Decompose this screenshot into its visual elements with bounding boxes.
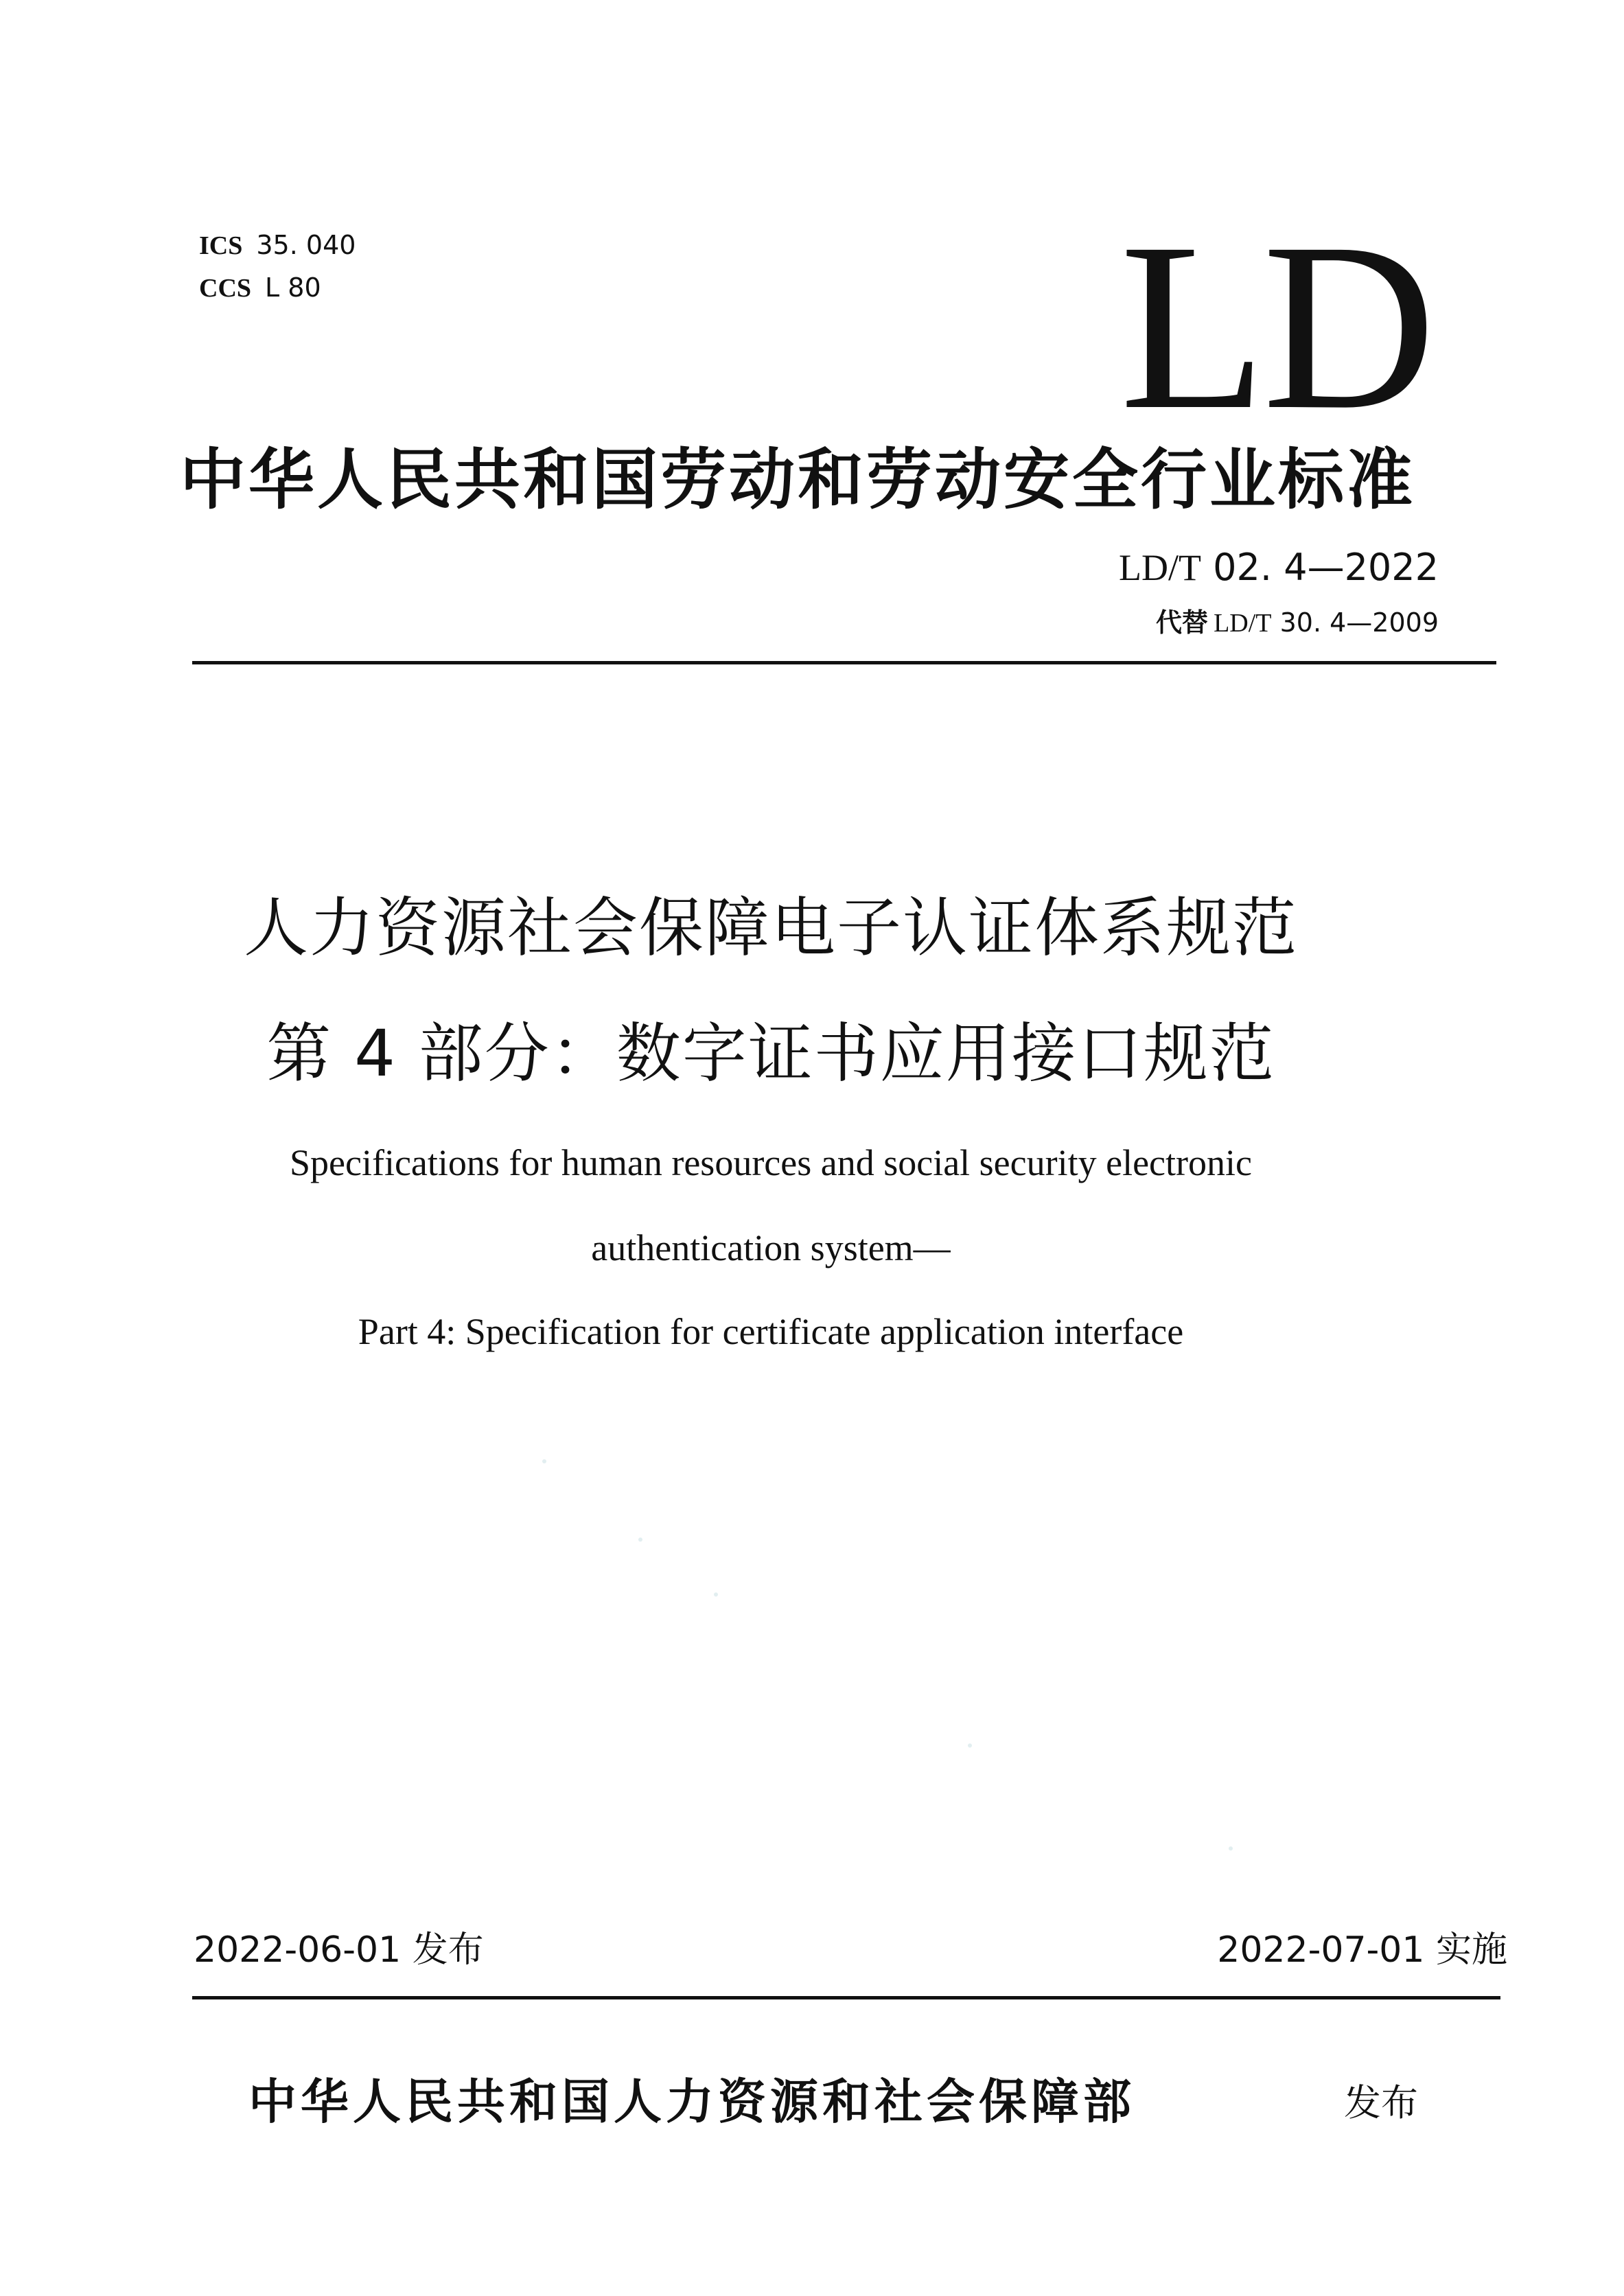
scan-speck: [1229, 1846, 1233, 1851]
standard-mark: LD: [1120, 193, 1432, 459]
title-en-line-3: Part 4: Specification for certificate application interface: [358, 1311, 1184, 1352]
issuing-authority: 中华人民共和国人力资源和社会保障部: [248, 2073, 1135, 2130]
ccs-label: CCS: [199, 274, 252, 303]
scan-speck: [714, 1592, 718, 1597]
title-en-line-2: authentication system—: [591, 1227, 951, 1268]
standard-number: [1119, 546, 1439, 589]
standard-category: 中华人民共和国劳动和劳动安全行业标准: [180, 441, 1415, 518]
header-divider: [192, 661, 1496, 664]
scan-speck: [968, 1743, 972, 1748]
implementation-date: 2022-07-01 实施: [1217, 1929, 1507, 1971]
standard-code: LD/T: [1119, 547, 1201, 588]
replaces-note: [1156, 607, 1439, 638]
replaces-label: 代替: [1156, 607, 1209, 638]
ics-classification: [199, 232, 356, 259]
replaces-code: LD/T: [1214, 609, 1272, 638]
issue-date: 2022-06-01 发布: [194, 1929, 484, 1971]
scan-speck: [542, 1459, 546, 1463]
scan-speck: [638, 1538, 642, 1542]
issuing-suffix: 发布: [1344, 2081, 1418, 2124]
ccs-classification: [199, 272, 321, 303]
ics-value: 35. 040: [256, 230, 356, 260]
ccs-value: L 80: [265, 272, 321, 303]
ics-label: ICS: [199, 231, 243, 260]
standard-number-value: 02. 4—2022: [1213, 546, 1439, 589]
title-cn-line-2: 第 4 部分：数字证书应用接口规范: [266, 1017, 1275, 1091]
replaces-number: 30. 4—2009: [1279, 607, 1439, 638]
title-en-line-1: Specifications for human resources and social security electronic: [290, 1142, 1252, 1183]
footer-divider: [192, 1996, 1500, 1999]
title-cn-line-1: 人力资源社会保障电子认证体系规范: [243, 891, 1298, 966]
